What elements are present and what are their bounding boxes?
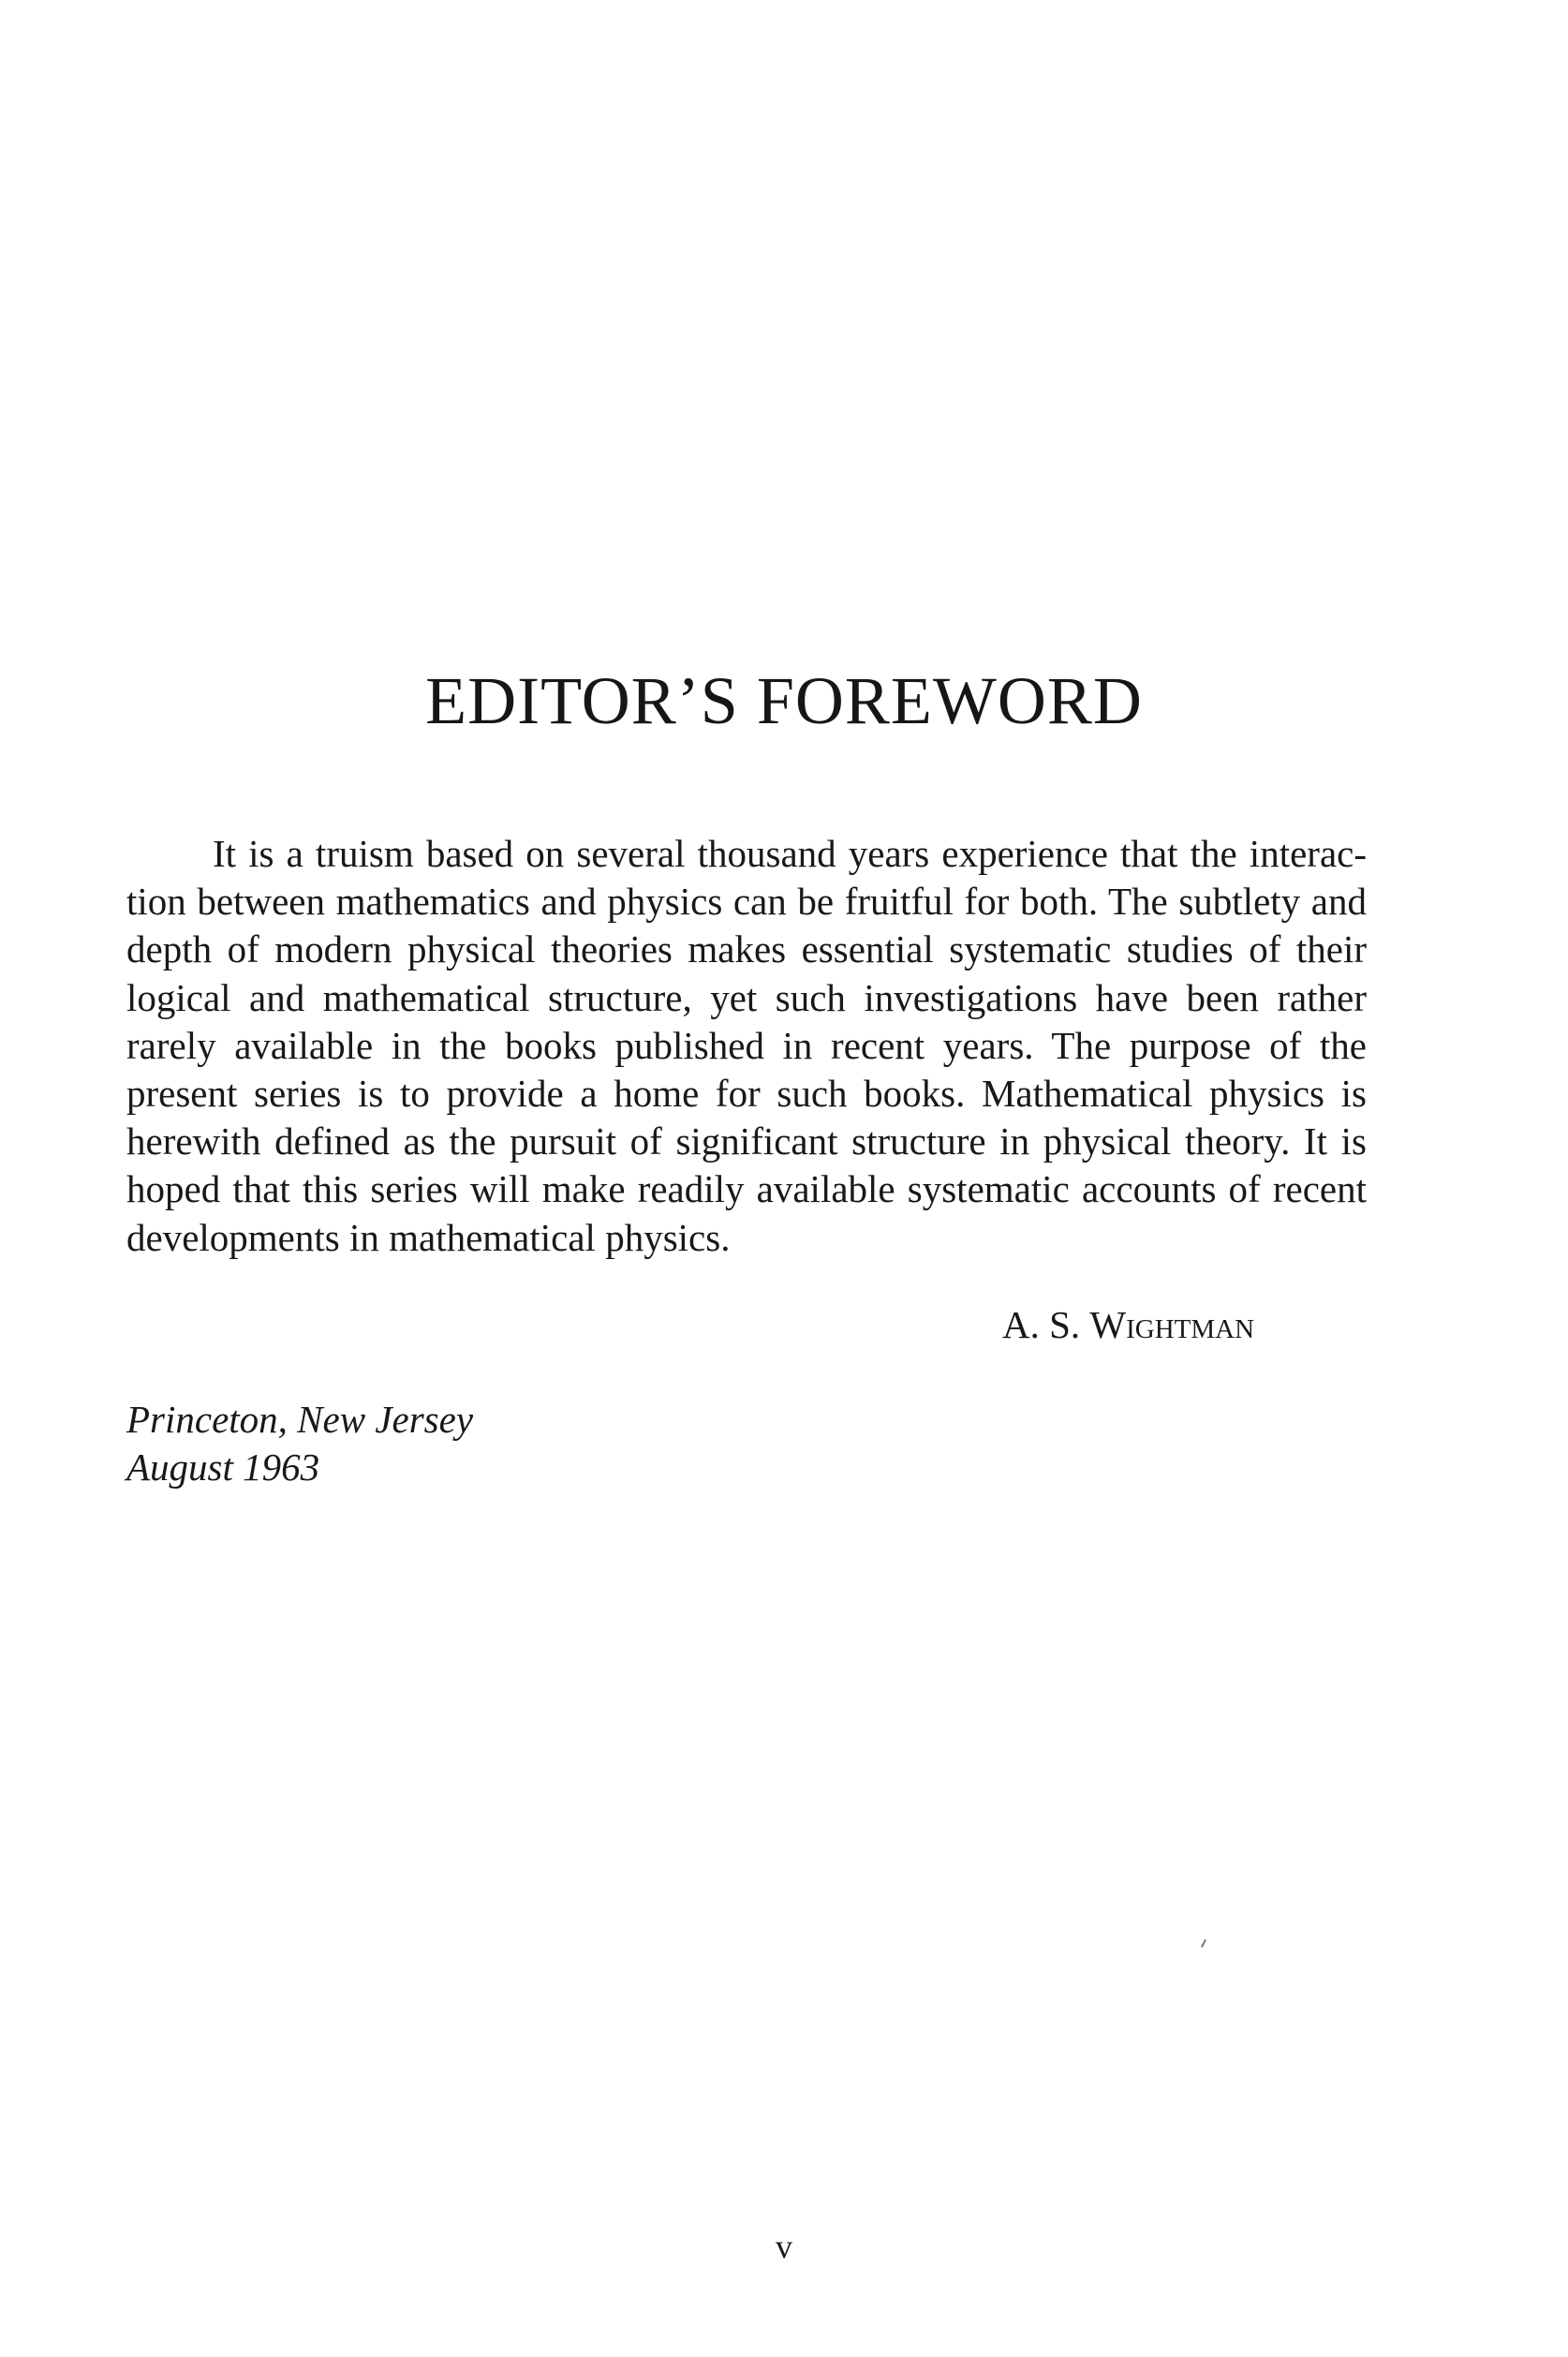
place-line: Princeton, New Jersey	[126, 1398, 474, 1441]
signature-surname: Wightman	[1089, 1303, 1255, 1346]
stray-mark	[1201, 1939, 1206, 1948]
editor-signature	[1002, 1304, 1254, 1346]
signature-initials: A. S.	[1002, 1303, 1081, 1346]
foreword-paragraph: It is a truism based on several thousand years experience that the interaction between mathematics and physics can be fruitful for both. The subtlety and depth of modern physical theories makes essential systematic studies of their logical and mathematical structure, yet such investigations have been rather rarely available in the books published in recent years. The purpose of the present series is to provide a home for such books. Mathematical physics is herewith defined as the pursuit of significant structure in physical theory. It is hoped that this series will make readily available systematic accounts of recent developments in mathematical physics.	[126, 832, 1367, 1259]
date-line: August 1963	[126, 1445, 320, 1489]
page-title: EDITOR’S FOREWORD	[425, 663, 1143, 738]
page-number: v	[776, 2228, 792, 2265]
place-and-date	[126, 1396, 473, 1491]
